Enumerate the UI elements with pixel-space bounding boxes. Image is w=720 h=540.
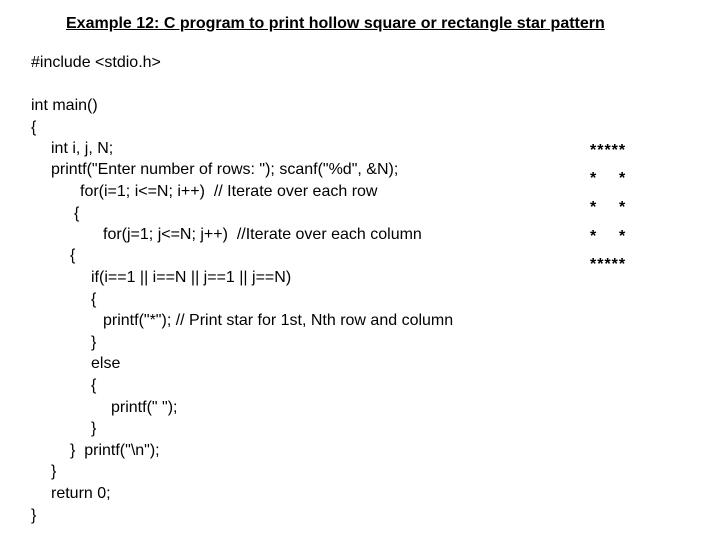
code-line: for(j=1; j<=N; j++) //Iterate over each column [103, 226, 422, 243]
output-line: * * [590, 170, 627, 187]
code-line: } [51, 463, 57, 480]
code-line: { [91, 291, 97, 308]
code-line: { [31, 119, 37, 136]
code-line: } [91, 420, 97, 437]
code-line: return 0; [51, 485, 111, 502]
output-line: ***** [590, 256, 627, 273]
code-line: #include <stdio.h> [31, 54, 161, 71]
code-line: else [91, 355, 121, 372]
code-line: } [31, 507, 37, 524]
output-line: * * [590, 199, 627, 216]
code-line: } [91, 334, 97, 351]
code-line: } printf("\n"); [70, 442, 160, 459]
code-line: for(i=1; i<=N; i++) // Iterate over each row [80, 183, 378, 200]
page-title: Example 12: C program to print hollow square or rectangle star pattern [66, 15, 605, 32]
code-line: { [70, 247, 76, 264]
code-line: { [74, 205, 80, 222]
code-line: int main() [31, 97, 98, 114]
output-line: ***** [590, 142, 627, 159]
code-line: printf(" "); [111, 399, 178, 416]
code-line: printf("*"); // Print star for 1st, Nth row and column [103, 312, 454, 329]
code-line: int i, j, N; [51, 140, 114, 157]
code-line: { [91, 377, 97, 394]
code-line: if(i==1 || i==N || j==1 || j==N) [91, 269, 292, 286]
output-line: * * [590, 228, 627, 245]
code-line: printf("Enter number of rows: "); scanf("%d", &N); [51, 161, 399, 178]
